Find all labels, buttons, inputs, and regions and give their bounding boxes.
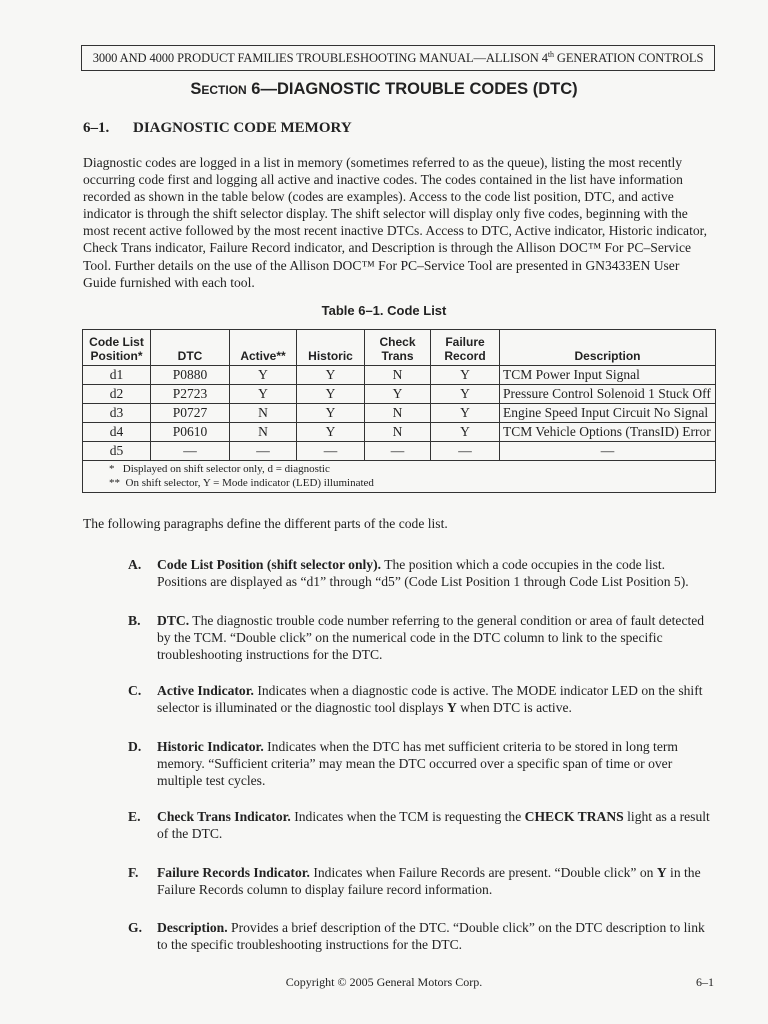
item-text-end: when DTC is active. — [456, 700, 572, 716]
table-note-1: * Displayed on shift selector only, d = diagnostic — [109, 463, 330, 475]
cell-failure-record[interactable]: Y — [431, 423, 500, 442]
section-initial: S — [190, 80, 202, 98]
subsection-number: 6–1. — [83, 120, 110, 136]
cell-historic: Y — [297, 366, 365, 385]
section-title — [0, 80, 768, 99]
item-emphasis: CHECK TRANS — [524, 809, 624, 824]
cell-historic: — — [297, 442, 365, 461]
cell-active: — — [230, 442, 297, 461]
cell-dtc[interactable]: P0727 — [151, 404, 230, 423]
list-intro: The following paragraphs define the different parts of the code list. — [83, 516, 448, 531]
col-header-description: Description — [500, 330, 716, 366]
definition-item — [128, 919, 718, 953]
page-number: 6–1 — [696, 975, 714, 989]
definition-item — [128, 808, 718, 842]
item-body — [157, 556, 718, 590]
item-letter: C. — [128, 683, 142, 698]
cell-historic: Y — [297, 385, 365, 404]
cell-check-trans: Y — [365, 385, 431, 404]
item-letter: G. — [128, 920, 142, 935]
cell-check-trans: N — [365, 423, 431, 442]
item-term: DTC. — [157, 613, 190, 628]
item-emphasis: Y — [446, 700, 457, 716]
table-caption: Table 6–1. Code List — [321, 303, 447, 318]
item-letter: D. — [128, 739, 142, 754]
col-header-failure-record: Failure Record — [431, 330, 500, 366]
item-text-end: in the Failure Records column to display failure record information. — [157, 865, 701, 898]
item-text: Provides a brief description of the DTC. “Double click” on the DTC description to link to the specific troubleshooting instructions for the DTC. — [157, 920, 705, 953]
definition-item — [128, 864, 718, 898]
col-header-historic: Historic — [297, 330, 365, 366]
cell-active: Y — [230, 385, 297, 404]
cell-description[interactable]: Pressure Control Solenoid 1 Stuck Off — [500, 385, 716, 404]
cell-position: d4 — [83, 423, 151, 442]
col-header-position: Code List Position* — [83, 330, 151, 366]
cell-failure-record[interactable]: — — [431, 442, 500, 461]
item-letter: F. — [128, 865, 139, 880]
cell-failure-record[interactable]: Y — [431, 404, 500, 423]
item-term: Historic Indicator. — [157, 739, 264, 754]
table-row — [83, 366, 716, 385]
cell-dtc[interactable]: P0880 — [151, 366, 230, 385]
subsection-title: DIAGNOSTIC CODE MEMORY — [133, 120, 352, 136]
item-text: Indicates when Failure Records are present. “Double click” on — [309, 865, 657, 880]
cell-check-trans: N — [365, 366, 431, 385]
table-row — [83, 385, 716, 404]
definition-item — [128, 612, 718, 663]
cell-position: d5 — [83, 442, 151, 461]
header-text: 3000 AND 4000 PRODUCT FAMILIES TROUBLESHOOTING MANUAL—ALLISON 4 — [92, 51, 548, 65]
item-letter: B. — [128, 613, 141, 628]
cell-active: N — [230, 423, 297, 442]
cell-position: d3 — [83, 404, 151, 423]
definition-item — [128, 556, 718, 590]
item-body — [157, 919, 718, 953]
cell-active: Y — [230, 366, 297, 385]
definition-item — [128, 682, 718, 716]
table-note-2: ** On shift selector, Y = Mode indicator (LED) illuminated — [109, 477, 374, 489]
header-text-end: GENERATION CONTROLS — [553, 51, 704, 65]
section-title-rest: 6—DIAGNOSTIC TROUBLE CODES (DTC) — [246, 80, 578, 98]
item-body — [157, 864, 718, 898]
item-letter: E. — [128, 809, 141, 824]
cell-dtc[interactable]: — — [151, 442, 230, 461]
cell-failure-record[interactable]: Y — [431, 366, 500, 385]
item-text: Indicates when the DTC has met sufficient criteria to be stored in long term memory. “Sufficient criteria” may mean the DTC occurred over a specific span of time or over multiple test cycles. — [157, 739, 678, 789]
col-header-check-trans: Check Trans — [365, 330, 431, 366]
item-body — [157, 808, 718, 842]
definition-item — [128, 738, 718, 789]
item-letter: A. — [128, 557, 142, 572]
cell-position: d1 — [83, 366, 151, 385]
table-header-row — [83, 330, 716, 366]
item-term: Active Indicator. — [157, 683, 254, 698]
cell-description[interactable]: TCM Vehicle Options (TransID) Error — [500, 423, 716, 442]
cell-check-trans: — — [365, 442, 431, 461]
item-text: Indicates when the TCM is requesting the — [290, 809, 525, 824]
col-header-dtc: DTC — [151, 330, 230, 366]
cell-description[interactable]: — — [500, 442, 716, 461]
item-term: Failure Records Indicator. — [157, 865, 310, 880]
copyright: Copyright © 2005 General Motors Corp. — [285, 975, 483, 989]
cell-dtc[interactable]: P2723 — [151, 385, 230, 404]
item-body — [157, 682, 718, 716]
cell-check-trans: N — [365, 404, 431, 423]
item-term: Check Trans Indicator. — [157, 809, 291, 824]
col-header-active: Active** — [230, 330, 297, 366]
running-header — [81, 45, 715, 71]
cell-historic: Y — [297, 404, 365, 423]
cell-dtc[interactable]: P0610 — [151, 423, 230, 442]
table-row — [83, 423, 716, 442]
item-term: Code List Position (shift selector only). — [157, 557, 382, 572]
subsection-heading — [83, 120, 352, 137]
item-text: The diagnostic trouble code number referring to the general condition or area of fault detected by the TCM. “Double click” on the numerical code in the DTC column to link to the specific troubleshooting instructions for the DTC. — [157, 613, 705, 663]
table-notes — [83, 461, 716, 493]
cell-position: d2 — [83, 385, 151, 404]
cell-historic: Y — [297, 423, 365, 442]
item-body — [157, 738, 718, 789]
cell-description[interactable]: TCM Power Input Signal — [500, 366, 716, 385]
section-smallcaps: ECTION — [201, 83, 247, 97]
item-text: The position which a code occupies in the code list. Positions are displayed as “d1” through “d5” (Code List Position 1 through Code List Position 5). — [157, 557, 689, 590]
item-term: Description. — [157, 920, 228, 935]
item-text: Indicates when a diagnostic code is active. The MODE indicator LED on the shift selector is illuminated or the diagnostic tool displays — [157, 683, 703, 716]
table-row — [83, 442, 716, 461]
header-superscript: th — [547, 49, 554, 59]
item-emphasis: Y — [656, 865, 667, 880]
table-row — [83, 404, 716, 423]
cell-description[interactable]: Engine Speed Input Circuit No Signal — [500, 404, 716, 423]
intro-paragraph: Diagnostic codes are logged in a list in memory (sometimes referred to as the queue), listing the most recently occurring code first and logging all active and inactive codes. The codes contained in the list have information recorded as shown in the table below (codes are examples). Access to the code list position, DTC, and active indicator is through the shift selector display. The shift selector will display only five codes, beginning with the most recent active followed by the most recent inactive DTCs. Access to DTC, Active indicator, Historic indicator, Check Trans indicator, Failure Record indicator, and Description is through the Allison DOC™ For PC–Service Tool. Further details on the use of the Allison DOC™ For PC–Service Tool are presented in GN3433EN User Guide furnished with each tool. — [83, 155, 708, 290]
item-body — [157, 612, 718, 663]
cell-failure-record[interactable]: Y — [431, 385, 500, 404]
code-list-table — [82, 329, 716, 493]
item-text-end: light as a result of the DTC. — [157, 809, 710, 842]
cell-active: N — [230, 404, 297, 423]
